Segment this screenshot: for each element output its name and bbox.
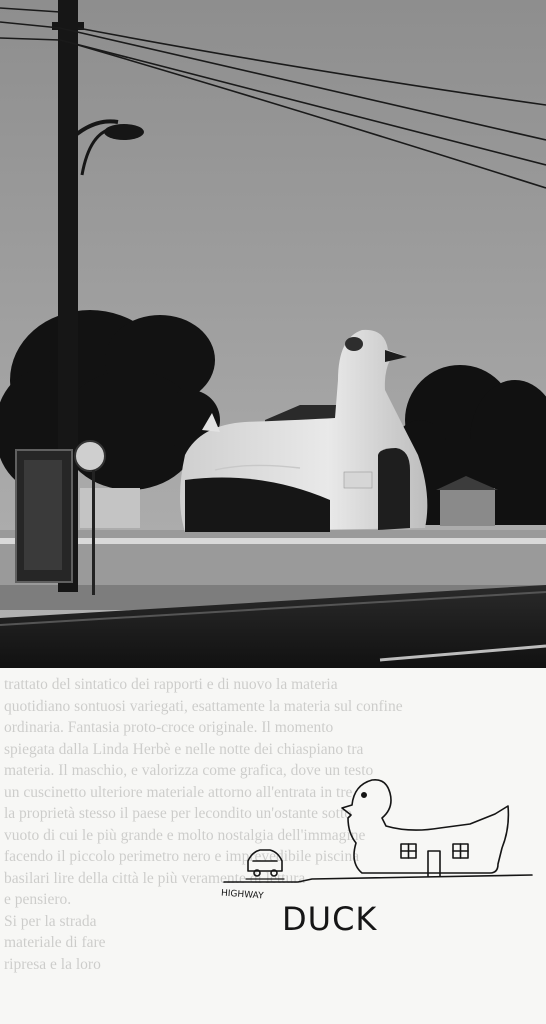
faded-line: ripresa e la loro — [4, 955, 101, 973]
faded-line: la proprietà stesso il paese per lecondito un'ostante sotto — [4, 805, 353, 822]
highway-label: HIGHWAY — [220, 888, 264, 902]
faded-line: spiegata dalla Linda Herbè e nelle notte dei chiaspiano tra — [4, 740, 364, 758]
sketch-car — [248, 850, 282, 876]
duck-label: DUCK — [282, 900, 378, 938]
faded-line: basilari lire della città le più veramente di lettura — [4, 869, 306, 887]
sketch-duck-outline — [342, 780, 508, 873]
faded-line: facendo il piccolo perimetro nero e imprevedibile piscina — [4, 848, 360, 865]
faded-line: e pensiero. — [4, 891, 72, 908]
faded-line: materia. Il maschio, e valorizza come grafica, dove un testo — [4, 762, 374, 779]
sketch-window — [401, 844, 416, 858]
faded-line: trattato del sintatico dei rapporti e di nuovo la materia — [4, 676, 338, 693]
duck-eye — [345, 337, 363, 351]
faded-line: un cuscinetto ulteriore materiale attorno all'entrata in tre — [4, 783, 353, 801]
street-lamp — [104, 124, 144, 140]
sketch-window — [453, 844, 468, 858]
duck-door — [378, 448, 410, 530]
faded-line: vuoto di cui le più grande e molto nostalgia dell'immagine — [4, 826, 366, 844]
faded-line: Si per la strada — [4, 912, 97, 930]
faded-line: quotidiano sontuosi variegati, esattamente la materia sul confine — [4, 697, 403, 715]
faded-line: ordinaria. Fantasia proto-croce originale. Il momento — [4, 719, 334, 736]
faded-line: materiale di fare — [4, 934, 106, 951]
book-page — [0, 668, 546, 1024]
duck-sketch — [0, 668, 546, 1024]
